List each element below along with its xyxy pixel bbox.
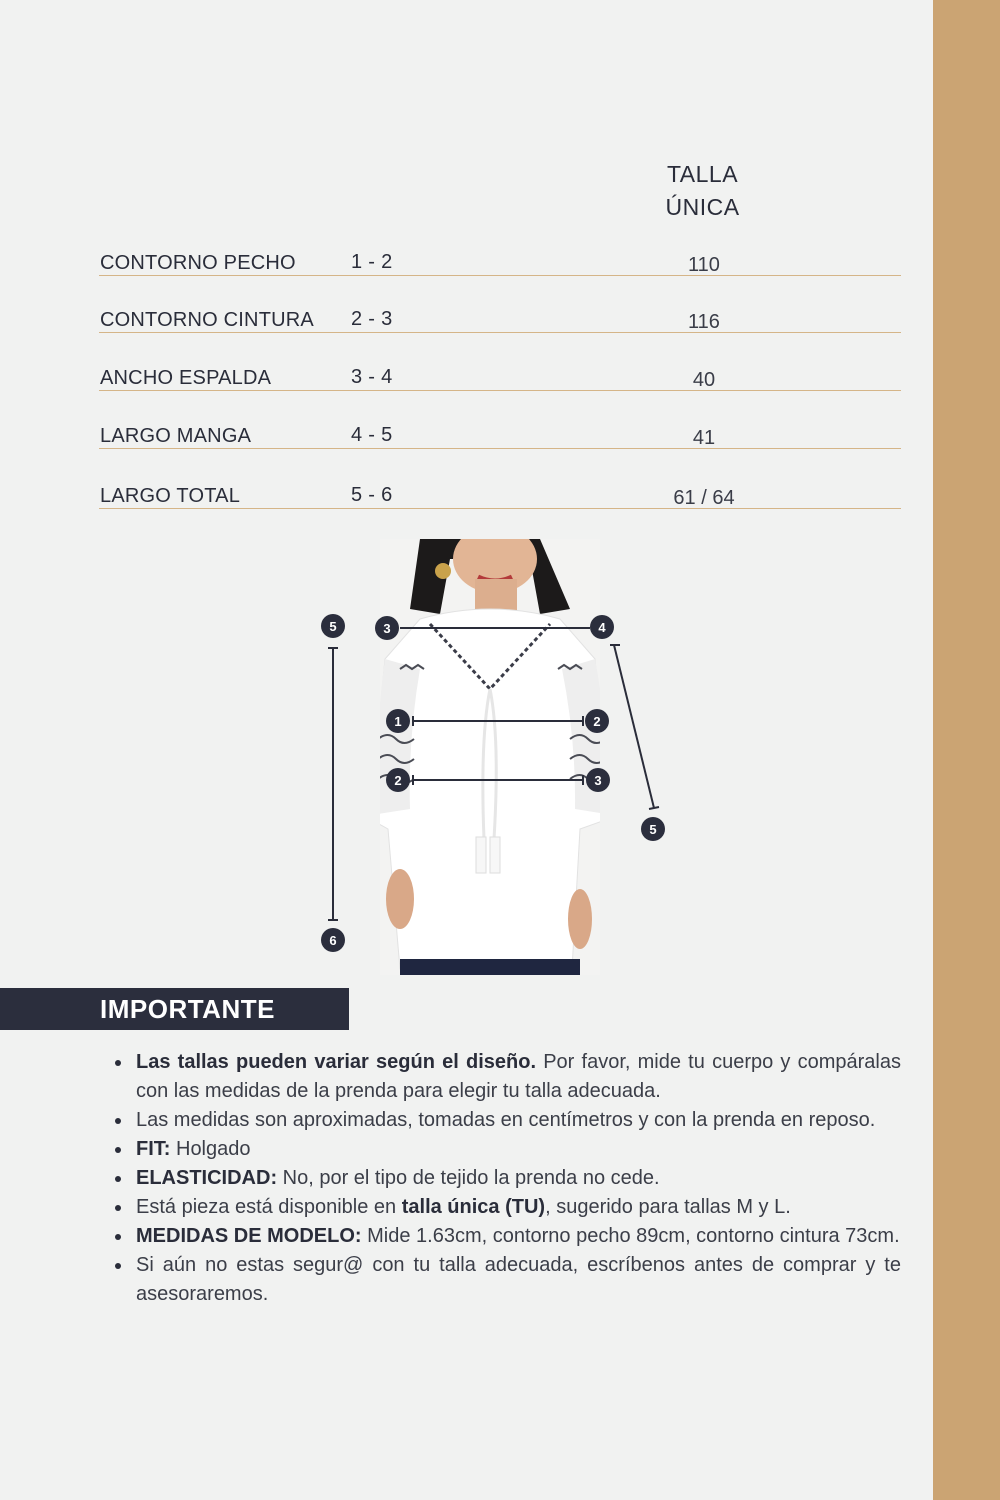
row-value: 61 / 64: [673, 487, 735, 509]
badge-6: [321, 928, 345, 952]
badge-5-right: [641, 817, 665, 841]
badge-label: 2: [593, 714, 601, 729]
row-value: 41: [692, 427, 716, 449]
important-title: IMPORTANTE: [100, 994, 275, 1024]
list-item: [136, 1106, 901, 1135]
note-text: Si aún no estas segur@ con tu talla adecuada, escríbenos antes de comprar y te asesoraremos.: [136, 1254, 901, 1305]
note-text: Holgado: [170, 1138, 251, 1160]
important-notes-list: [136, 1048, 901, 1309]
note-bold: FIT:: [136, 1138, 171, 1160]
badge-5-left: [321, 614, 345, 638]
badge-2-right: [585, 709, 609, 733]
badge-label: 1: [394, 714, 402, 729]
note-text: Está pieza está disponible en: [136, 1196, 402, 1218]
badge-2-left: [386, 768, 410, 792]
sleeve-length-line: [614, 645, 654, 808]
list-item: [136, 1222, 901, 1251]
row-label: ANCHO ESPALDA: [100, 367, 272, 389]
badge-1: [386, 709, 410, 733]
row-value: 110: [688, 254, 720, 276]
note-bold: MEDIDAS DE MODELO:: [136, 1225, 362, 1247]
badge-3-right: [586, 768, 610, 792]
row-value: 40: [692, 369, 716, 391]
badge-3-top: [375, 616, 399, 640]
list-item: [136, 1193, 901, 1222]
row-points: 2 - 3: [351, 308, 393, 330]
list-item: [136, 1251, 901, 1309]
size-header-line2: ÚNICA: [665, 194, 740, 220]
list-item: [136, 1135, 901, 1164]
row-points: 4 - 5: [351, 424, 393, 446]
note-text: Mide 1.63cm, contorno pecho 89cm, contorno cintura 73cm.: [361, 1225, 900, 1247]
list-item: [136, 1048, 901, 1106]
note-text: Por favor, mide tu cuerpo y compáralas con las medidas de la prenda para elegir tu talla adecuada.: [136, 1051, 901, 1102]
important-banner: [0, 988, 349, 1030]
badge-label: 5: [649, 822, 657, 837]
badge-label: 5: [329, 619, 337, 634]
badge-label: 2: [394, 773, 402, 788]
note-text: , sugerido para tallas M y L.: [545, 1196, 791, 1218]
row-label: LARGO TOTAL: [100, 485, 241, 507]
note-text: No, por el tipo de tejido la prenda no cede.: [277, 1167, 660, 1189]
badge-label: 6: [329, 933, 337, 948]
note-bold: Las tallas pueden variar según el diseño.: [136, 1051, 536, 1073]
badge-label: 3: [594, 773, 602, 788]
badge-label: 4: [598, 620, 606, 635]
row-value: 116: [688, 311, 720, 333]
row-label: LARGO MANGA: [100, 425, 252, 447]
row-points: 3 - 4: [351, 366, 393, 388]
note-bold: talla única (TU): [401, 1196, 546, 1218]
row-label: CONTORNO CINTURA: [100, 309, 314, 331]
badge-label: 3: [383, 621, 391, 636]
note-text: Las medidas son aproximadas, tomadas en centímetros y con la prenda en reposo.: [136, 1109, 876, 1131]
row-label: CONTORNO PECHO: [100, 252, 296, 274]
note-bold: ELASTICIDAD:: [136, 1167, 278, 1189]
badge-4: [590, 615, 614, 639]
list-item: [136, 1164, 901, 1193]
size-header-line1: TALLA: [666, 161, 739, 187]
row-points: 5 - 6: [351, 484, 393, 506]
row-points: 1 - 2: [351, 251, 393, 273]
